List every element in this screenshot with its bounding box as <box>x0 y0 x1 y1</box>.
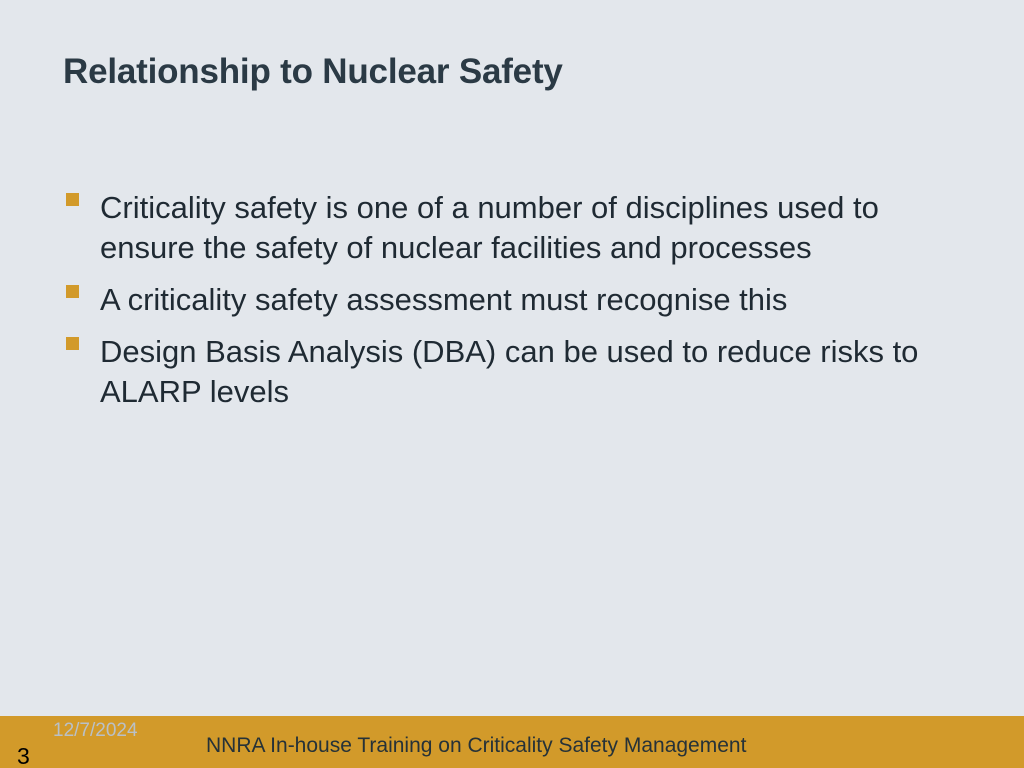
bullet-text: Design Basis Analysis (DBA) can be used to reduce risks to ALARP levels <box>100 334 919 409</box>
square-bullet-icon <box>66 193 79 206</box>
bullet-text: A criticality safety assessment must recognise this <box>100 282 788 317</box>
footer-text: NNRA In-house Training on Criticality Safety Management <box>206 734 747 757</box>
bullet-item <box>66 188 966 268</box>
bullet-item <box>66 280 966 320</box>
footer-bar <box>0 716 1024 768</box>
slide-number: 3 <box>17 743 30 768</box>
square-bullet-icon <box>66 285 79 298</box>
square-bullet-icon <box>66 337 79 350</box>
bullet-list <box>66 188 966 424</box>
footer-date: 12/7/2024 <box>53 720 138 741</box>
slide-title: Relationship to Nuclear Safety <box>63 52 563 91</box>
bullet-item <box>66 332 966 412</box>
bullet-text: Criticality safety is one of a number of disciplines used to ensure the safety of nuclear facilities and processes <box>100 190 879 265</box>
